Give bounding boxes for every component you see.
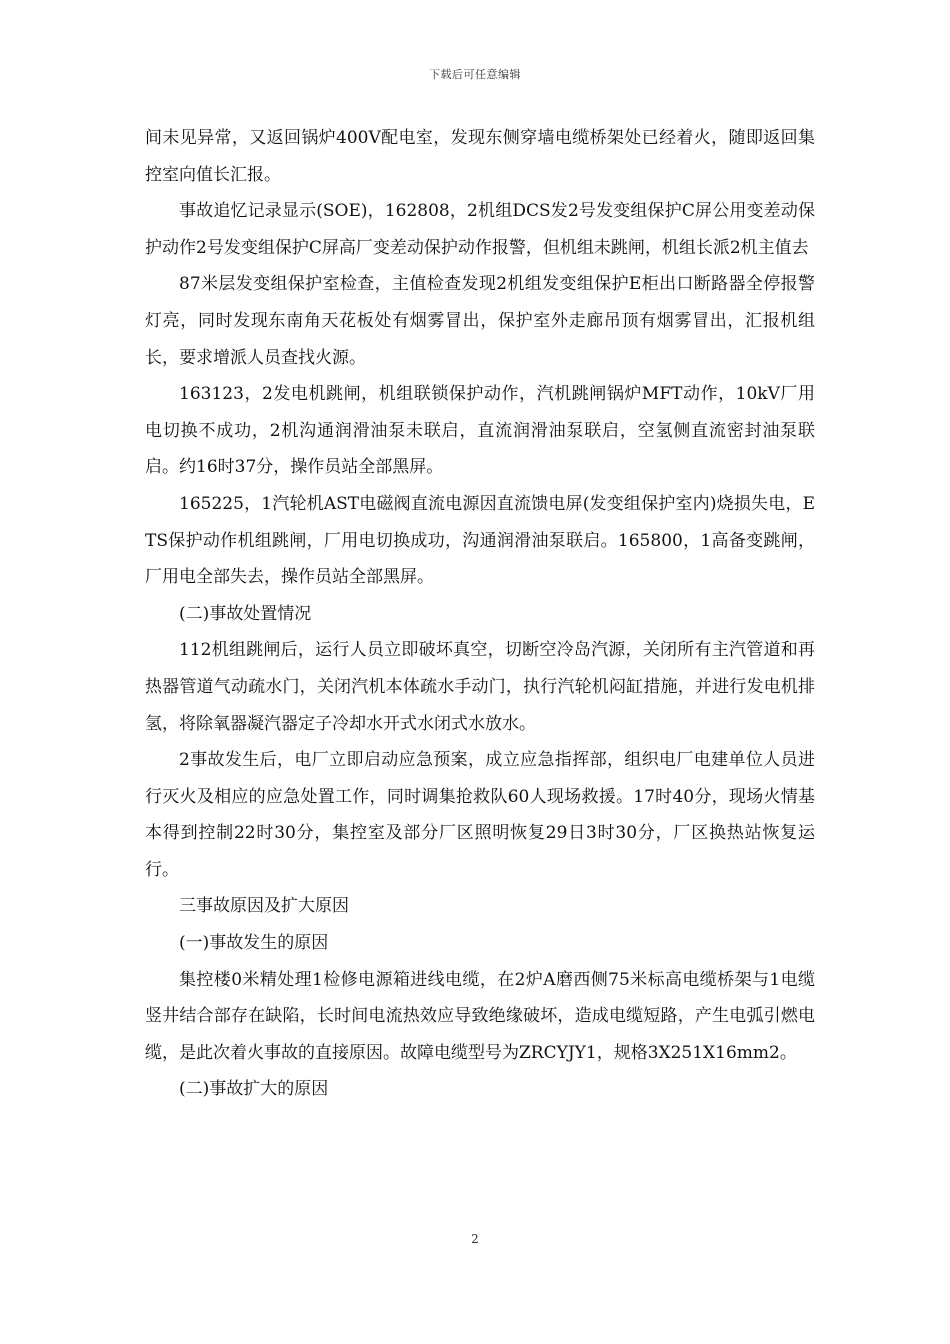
paragraph-handling-1: 112机组跳闸后，运行人员立即破坏真空，切断空冷岛汽源，关闭所有主汽管道和再热器管道气动疏水门，关闭汽机本体疏水手动门，执行汽轮机闷缸措施，并进行发电机排氢，将除氧器凝汽器定子冷却水开式水闭式水放水。 [145, 640, 815, 734]
document-body [145, 120, 815, 1108]
page-header: 下载后可任意编辑 [429, 68, 521, 81]
section-heading-expansion-cause: (二)事故扩大的原因 [179, 1079, 329, 1100]
paragraph-handling-2: 2事故发生后，电厂立即启动应急预案，成立应急指挥部，组织电厂电建单位人员进行灭火及相应的应急处置工作，同时调集抢救队60人现场救援。17时40分，现场火情基本得到控制22时30分，集控室及部分厂区照明恢复29日3时30分，厂区换热站恢复运行。 [145, 750, 815, 880]
paragraph-continuation: 间未见异常，又返回锅炉400V配电室，发现东侧穿墙电缆桥架处已经着火，随即返回集控室向值长汇报。 [145, 128, 815, 185]
paragraph-direct-cause: 集控楼0米精处理1检修电源箱进线电缆，在2炉A磨西侧75米标高电缆桥架与1电缆竖井结合部存在缺陷，长时间电流热效应导致绝缘破坏，造成电缆短路，产生电弧引燃电缆，是此次着火事故的直接原因。故障电缆型号为ZRCYJY1，规格3X251X16mm2。 [145, 969, 815, 1063]
paragraph-unit2-trip: 163123，2发电机跳闸，机组联锁保护动作，汽机跳闸锅炉MFT动作，10kV厂用电切换不成功，2机沟通润滑油泵未联启，直流润滑油泵联启，空氢侧直流密封油泵联启。约16时37分，操作员站全部黑屏。 [145, 384, 815, 478]
section-heading-direct-cause: (一)事故发生的原因 [179, 933, 329, 954]
section-heading-causes: 三事故原因及扩大原因 [179, 896, 349, 917]
paragraph-protection-room-check: 87米层发变组保护室检查，主值检查发现2机组发变组保护E柜出口断路器全停报警灯亮，同时发现东南角天花板处有烟雾冒出，保护室外走廊吊顶有烟雾冒出，汇报机组长，要求增派人员查找火源。 [145, 274, 815, 368]
section-heading-handling: (二)事故处置情况 [179, 603, 312, 624]
paragraph-unit1-trip: 165225，1汽轮机AST电磁阀直流电源因直流馈电屏(发变组保护室内)烧损失电，ETS保护动作机组跳闸，厂用电切换成功，沟通润滑油泵联启。165800，1高备变跳闸，厂用电全部失去，操作员站全部黑屏。 [145, 493, 815, 588]
page-number: 2 [471, 1232, 479, 1246]
paragraph-soe-record: 事故追忆记录显示(SOE)，162808，2机组DCS发2号发变组保护C屏公用变差动保护动作2号发变组保护C屏高厂变差动保护动作报警，但机组未跳闸，机组长派2机主值去 [145, 201, 815, 258]
